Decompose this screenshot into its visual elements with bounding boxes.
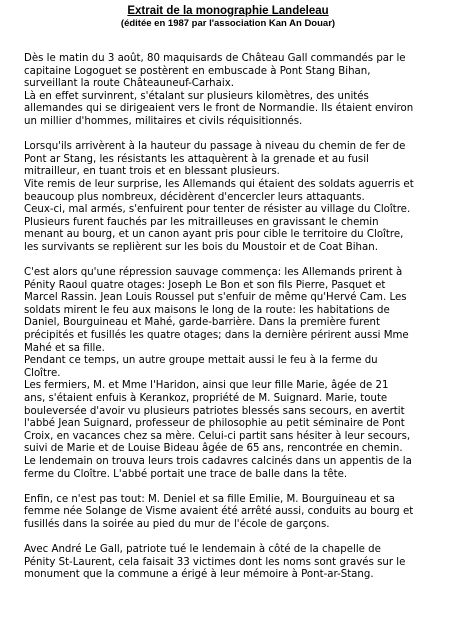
paragraph-3 <box>24 267 442 481</box>
text-line: ans, s'étaient enfuis à Kerankoz, propriété de M. Suignard. Marie, toute <box>24 393 388 405</box>
paragraph-4 <box>24 494 442 532</box>
text-line: Marcel Rassin. Jean Louis Roussel put s'enfuir de même qu'Hervé Cam. Les <box>24 292 407 304</box>
text-line: un millier d'hommes, militaires et civils réquisitionnés. <box>24 115 303 127</box>
text-line: Les fermiers, M. et Mme l'Haridon, ainsi que leur fille Marie, âgée de 21 <box>24 380 389 392</box>
text-line: Lorsqu'ils arrivèrent à la hauteur du passage à niveau du chemin de fer de <box>24 141 406 153</box>
text-line: suivi de Marie et de Louise Bideau âgée de 65 ans, rencontrée en chemin. <box>24 443 403 455</box>
text-line: Pendant ce temps, un autre groupe mettait aussi le feu à la ferme du <box>24 355 378 367</box>
text-line: fusillés dans la soirée au pied du mur de l'école de garçons. <box>24 518 330 530</box>
text-line: menant au bourg, et un canon ayant pris pour cible le territoire du Cloître, <box>24 229 404 241</box>
text-line: Dès le matin du 3 août, 80 maquisards de Château Gall commandés par le <box>24 53 406 64</box>
text-line: mitrailleur, en tuant trois et en blessant plusieurs. <box>24 166 280 178</box>
document-body <box>24 53 442 595</box>
text-line: Là en effet survinrent, s'étalant sur plusieurs kilomètres, des unités <box>24 90 369 102</box>
text-line: monument que la commune a érigé à leur mémoire à Pont-ar-Stang. <box>24 569 374 581</box>
paragraph-2 <box>24 141 442 254</box>
text-line: C'est alors qu'une répression sauvage commença: les Allemands prirent à <box>24 267 403 279</box>
text-line: femme née Solange de Visme avaient été arrêté aussi, conduits au bourg et <box>24 506 414 518</box>
text-line: soldats mirent le feu aux maisons le long de la route: les habitations de <box>24 304 390 316</box>
text-line: l'abbé Jean Suignard, professeur de philosophie au petit séminaire de Pont <box>24 418 405 430</box>
text-line: Avec André Le Gall, patriote tué le lendemain à côté de la chapelle de <box>24 544 381 556</box>
text-line: Croix, en vacances chez sa mère. Celui-ci partit sans hésiter à leur secours, <box>24 430 411 442</box>
text-line: Pénity Raoul quatre otages: Joseph Le Bon et son fils Pierre, Pasquet et <box>24 279 386 291</box>
document-title: Extrait de la monographie Landeleau <box>127 5 329 17</box>
document-subtitle: (éditée en 1987 par l'association Kan An Douar) <box>120 18 336 29</box>
text-line: Daniel, Bourguineau et Mahé, garde-barrière. Dans la première furent <box>24 317 380 329</box>
text-line: ferme du Cloître. L'abbé portait une trace de balle dans la tête. <box>24 468 348 480</box>
text-line: allemandes qui se dirigeaient vers le front de Normandie. Ils étaient environ <box>24 103 414 115</box>
text-line: Mahé et sa fille. <box>24 342 105 354</box>
text-line: Pont ar Stang, les résistants les attaquèrent à la grenade et au fusil <box>24 153 369 165</box>
text-line: surveillant la route Châteauneuf-Carhaix. <box>24 78 234 90</box>
text-line: bouleversée d'avoir vu plusieurs patriotes blessés sans secours, en avertit <box>24 405 405 417</box>
paragraph-1 <box>24 53 442 129</box>
paragraph-5 <box>24 544 442 582</box>
text-line: Le lendemain on trouva leurs trois cadavres calcinés dans un appentis de la <box>24 456 412 467</box>
text-line: capitaine Logoguet se postèrent en embuscade à Pont Stang Bihan, <box>24 65 371 77</box>
text-line: beaucoup plus nombreux, décidèrent d'encercler leurs attaquants. <box>24 191 365 203</box>
document-header <box>0 4 456 30</box>
text-line: les survivants se replièrent sur les bois du Moustoir et de Coat Bihan. <box>24 241 378 253</box>
text-line: Pénity St-Laurent, cela faisait 33 victimes dont les noms sont gravés sur le <box>24 556 406 568</box>
text-line: Vite remis de leur surprise, les Allemands qui étaient des soldats aguerris et <box>24 178 414 190</box>
text-line: Cloître. <box>24 367 61 379</box>
text-line: Ceux-ci, mal armés, s'enfuirent pour tenter de résister au village du Cloître. <box>24 204 411 216</box>
text-line: Plusieurs furent fauchés par les mitrailleuses en gravissant le chemin <box>24 216 379 228</box>
text-line: précipités et fusillés les quatre otages; dans la dernière périrent aussi Mme <box>24 330 409 342</box>
text-line: Enfin, ce n'est pas tout: M. Deniel et sa fille Emilie, M. Bourguineau et sa <box>24 493 395 505</box>
